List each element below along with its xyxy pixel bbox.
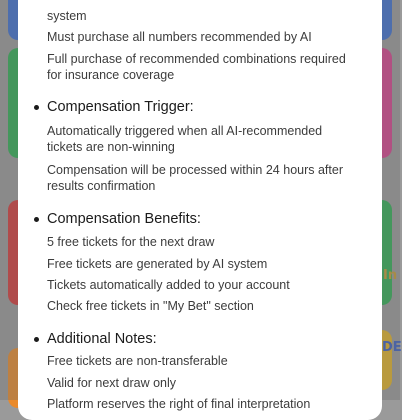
section-line: Platform reserves the right of final interpretation <box>47 397 311 411</box>
intro-line: system <box>47 9 87 23</box>
bullet-icon <box>34 217 39 222</box>
section-heading-notes: Additional Notes: <box>47 331 157 347</box>
section-line: Free tickets are generated by AI system <box>47 257 268 271</box>
section-line: Compensation will be processed within 24 hours after <box>47 163 343 177</box>
bg-art-text: In <box>383 268 398 283</box>
section-line: Automatically triggered when all AI-recommended <box>47 124 323 138</box>
intro-line: Full purchase of recommended combinations required <box>47 52 346 66</box>
section-line: results confirmation <box>47 179 156 193</box>
section-line: Tickets automatically added to your account <box>47 278 290 292</box>
intro-line: for insurance coverage <box>47 68 175 82</box>
section-line: tickets are non-winning <box>47 140 175 154</box>
section-line: Free tickets are non-transferable <box>47 354 228 368</box>
section-line: 5 free tickets for the next draw <box>47 235 215 249</box>
bullet-icon <box>34 337 39 342</box>
section-line: Valid for next draw only <box>47 376 176 390</box>
section-line: Check free tickets in "My Bet" section <box>47 299 254 313</box>
section-heading-trigger: Compensation Trigger: <box>47 99 194 115</box>
intro-line: Must purchase all numbers recommended by AI <box>47 30 312 44</box>
section-heading-benefits: Compensation Benefits: <box>47 211 201 227</box>
bullet-icon <box>34 105 39 110</box>
bg-art-text-2: DE <box>382 340 402 355</box>
insurance-rules-modal <box>18 0 382 420</box>
